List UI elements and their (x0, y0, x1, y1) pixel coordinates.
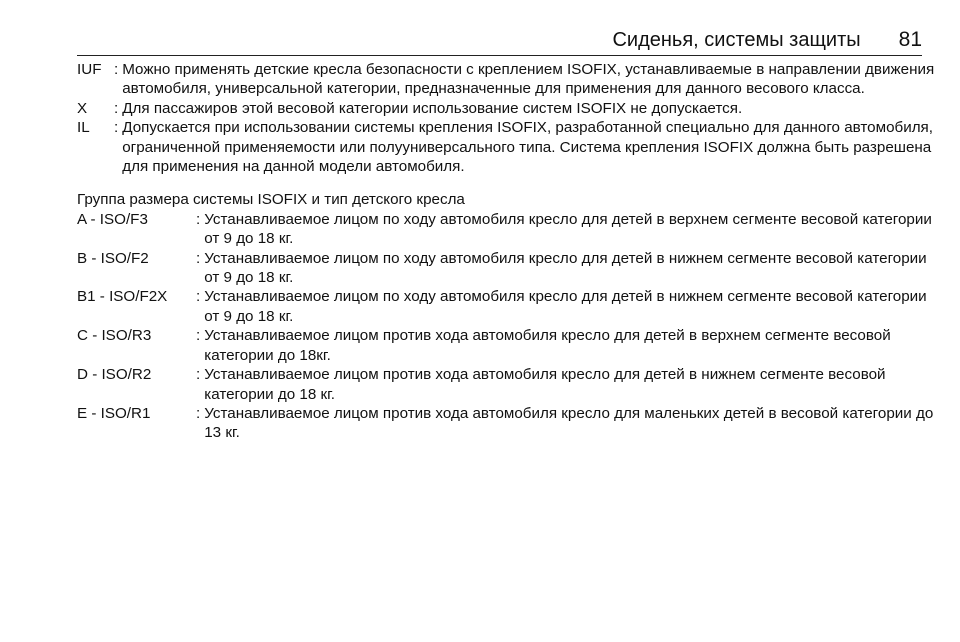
definition-term: X (77, 99, 88, 117)
size-text: Устанавливаемое лицом против хода автомобиля кресло для детей в нижнем сегменте весовой категории до 18 кг. (204, 366, 886, 403)
size-term: E - ISO/R1 (77, 404, 151, 422)
size-colon: : (196, 366, 201, 384)
definition-term: IL (77, 119, 90, 137)
size-row-b1-iso-f2x (77, 287, 943, 326)
size-text: Устанавливаемое лицом против хода автомобиля кресло для маленьких детей в весовой категории до 13 кг. (204, 404, 934, 442)
size-row-e-iso-r1 (77, 404, 943, 443)
page-content (77, 60, 943, 443)
size-colon: : (196, 327, 201, 345)
definition-text: Можно применять детские кресла безопасности с креплением ISOFIX, устанавливаемые в направлении движения автомобиля, универсальной категории, предназначенные для применения для данного весового класса. (122, 61, 935, 98)
section-title: Сиденья, системы защиты (612, 29, 861, 51)
definition-row-il (77, 118, 943, 176)
size-row-d-iso-r2 (77, 365, 943, 404)
size-row-a-iso-f3 (77, 210, 943, 249)
size-term: A - ISO/F3 (77, 210, 148, 228)
size-colon: : (196, 210, 201, 228)
page-header (77, 26, 922, 56)
size-term: B1 - ISO/F2X (77, 288, 168, 306)
definition-colon: : (114, 119, 119, 137)
size-term: D - ISO/R2 (77, 366, 152, 384)
size-text: Устанавливаемое лицом по ходу автомобиля кресло для детей в нижнем сегменте весовой категории от 9 до 18 кг. (204, 249, 927, 287)
size-term: B - ISO/F2 (77, 249, 149, 267)
definition-row-x (77, 99, 943, 118)
size-colon: : (196, 288, 201, 306)
size-colon: : (196, 249, 201, 267)
size-text: Устанавливаемое лицом против хода автомобиля кресло для детей в верхнем сегменте весовой категории до 18кг. (204, 327, 891, 364)
definition-text: Для пассажиров этой весовой категории использование систем ISOFIX не допускается. (122, 99, 743, 117)
definition-term: IUF (77, 61, 102, 78)
size-text: Устанавливаемое лицом по ходу автомобиля кресло для детей в нижнем сегменте весовой категории от 9 до 18 кг. (204, 288, 927, 325)
size-group-list (77, 210, 943, 443)
definition-row-iuf (77, 60, 943, 99)
size-group-heading: Группа размера системы ISOFIX и тип детского кресла (77, 191, 465, 209)
size-term: C - ISO/R3 (77, 327, 152, 345)
category-definitions-list (77, 60, 943, 176)
definition-colon: : (114, 99, 119, 117)
size-colon: : (196, 404, 201, 422)
size-text: Устанавливаемое лицом по ходу автомобиля кресло для детей в верхнем сегменте весовой категории от 9 до 18 кг. (204, 210, 932, 248)
definition-colon: : (114, 61, 119, 78)
page-number: 81 (898, 28, 922, 51)
size-row-c-iso-r3 (77, 326, 943, 365)
size-row-b-iso-f2 (77, 249, 943, 288)
definition-text: Допускается при использовании системы крепления ISOFIX, разработанной специально для данного автомобиля, ограниченной применяемости или полууниверсального типа. Система крепления ISOFIX должна быть разрешена для применения на данной модели автомобиля. (122, 119, 934, 176)
